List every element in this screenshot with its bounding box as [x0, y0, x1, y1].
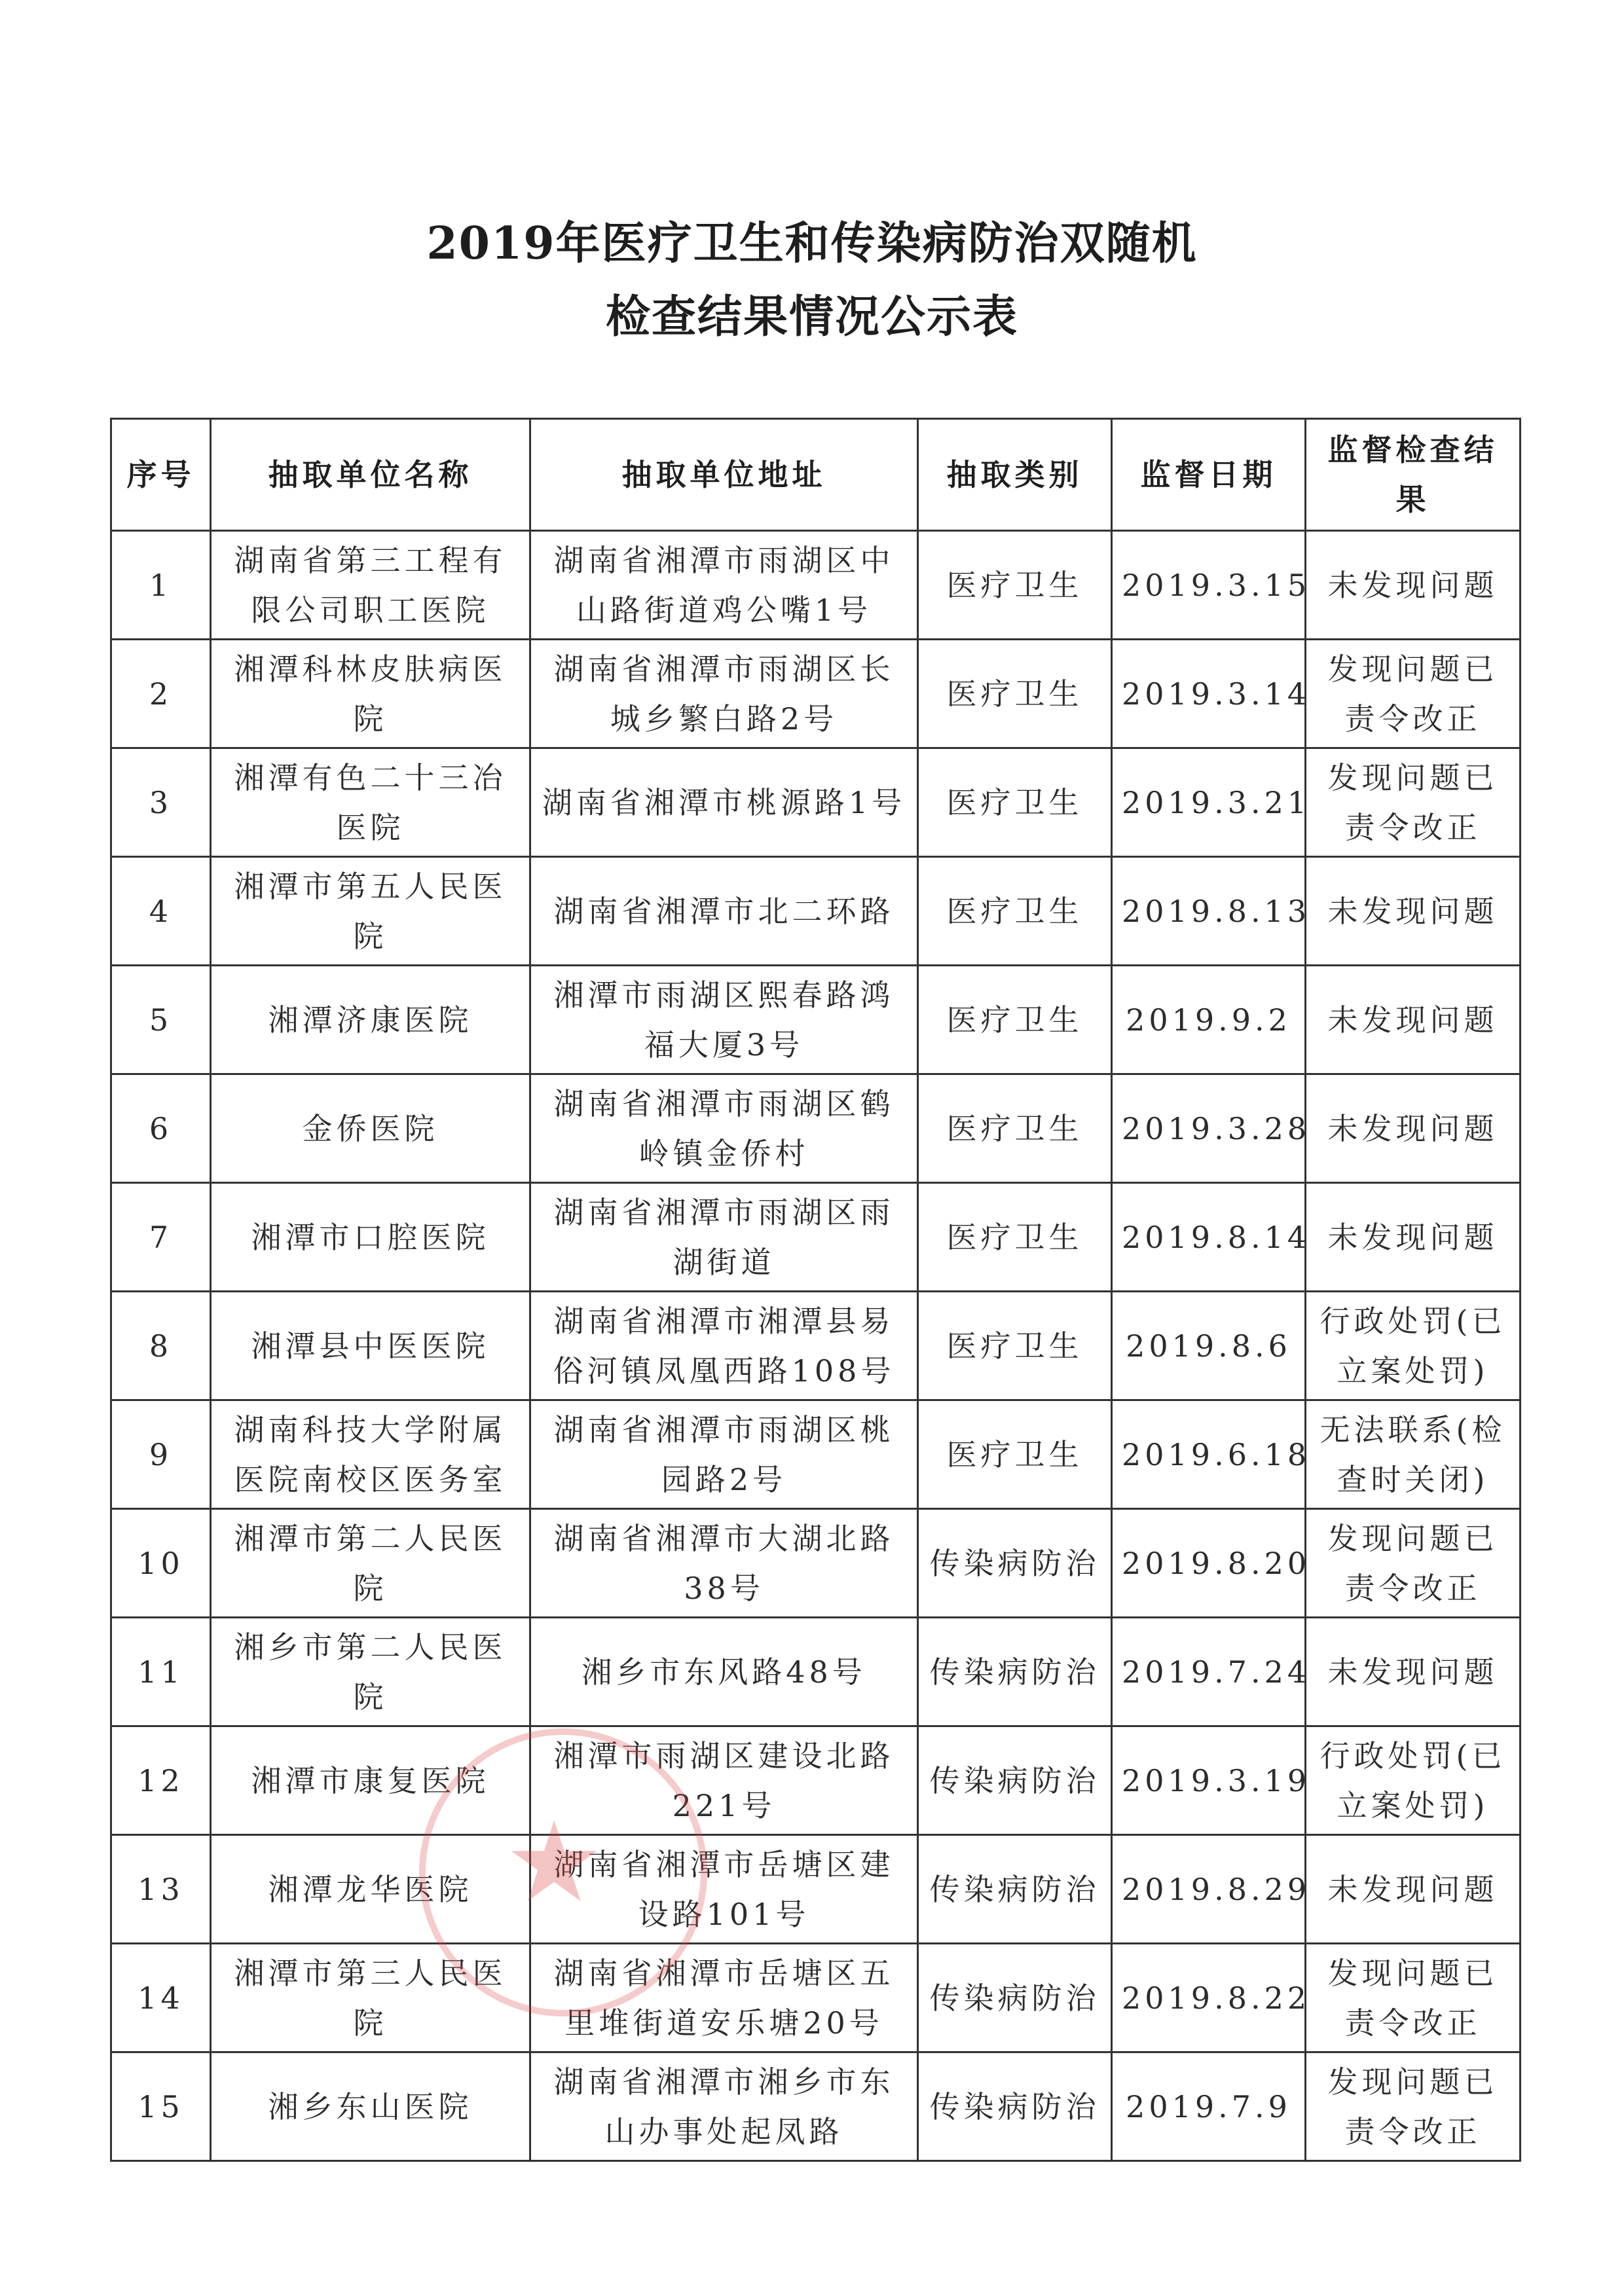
- table-row: [111, 966, 1521, 1074]
- cell-category: 医疗卫生: [918, 1074, 1112, 1183]
- table-row: [111, 2052, 1521, 2161]
- cell-unit-name: 湘乡市第二人民医院: [211, 1618, 530, 1726]
- header-unit-name: 抽取单位名称: [211, 419, 530, 531]
- cell-index: 8: [111, 1292, 211, 1400]
- table-row: [111, 1835, 1521, 1944]
- cell-unit-address: 湖南省湘潭市岳塘区五里堆街道安乐塘20号: [530, 1944, 918, 2052]
- table-row: [111, 1400, 1521, 1509]
- cell-date: 2019.8.29: [1112, 1835, 1306, 1944]
- cell-unit-name: 湖南省第三工程有限公司职工医院: [211, 531, 530, 640]
- header-unit-address: 抽取单位地址: [530, 419, 918, 531]
- table-row: [111, 1074, 1521, 1183]
- cell-category: 医疗卫生: [918, 966, 1112, 1074]
- cell-date: 2019.3.19: [1112, 1726, 1306, 1835]
- header-category: 抽取类别: [918, 419, 1112, 531]
- cell-category: 传染病防治: [918, 1944, 1112, 2052]
- seal-star-icon: ★: [504, 1798, 604, 1927]
- cell-result: 未发现问题: [1306, 857, 1521, 966]
- table-row: [111, 857, 1521, 966]
- cell-result: 未发现问题: [1306, 1183, 1521, 1292]
- cell-index: 12: [111, 1726, 211, 1835]
- cell-date: 2019.7.24: [1112, 1618, 1306, 1726]
- cell-index: 9: [111, 1400, 211, 1509]
- cell-unit-address: 湖南省湘潭市湘潭县易俗河镇凤凰西路108号: [530, 1292, 918, 1400]
- cell-date: 2019.8.20: [1112, 1509, 1306, 1618]
- cell-result: 行政处罚(已立案处罚): [1306, 1292, 1521, 1400]
- cell-result: 未发现问题: [1306, 1618, 1521, 1726]
- cell-unit-address: 湖南省湘潭市岳塘区建设路101号: [530, 1835, 918, 1944]
- cell-unit-address: 湘潭市雨湖区熙春路鸿福大厦3号: [530, 966, 918, 1074]
- cell-result: 未发现问题: [1306, 531, 1521, 640]
- cell-index: 4: [111, 857, 211, 966]
- cell-date: 2019.8.13: [1112, 857, 1306, 966]
- cell-index: 2: [111, 640, 211, 748]
- cell-result: 无法联系(检查时关闭): [1306, 1400, 1521, 1509]
- header-date: 监督日期: [1112, 419, 1306, 531]
- cell-date: 2019.7.9: [1112, 2052, 1306, 2161]
- cell-date: 2019.8.14: [1112, 1183, 1306, 1292]
- cell-index: 1: [111, 531, 211, 640]
- table-row: [111, 1944, 1521, 2052]
- cell-result: 发现问题已责令改正: [1306, 748, 1521, 857]
- cell-result: 发现问题已责令改正: [1306, 2052, 1521, 2161]
- cell-category: 医疗卫生: [918, 531, 1112, 640]
- cell-unit-address: 湖南省湘潭市雨湖区鹤岭镇金侨村: [530, 1074, 918, 1183]
- cell-unit-name: 湘潭市口腔医院: [211, 1183, 530, 1292]
- cell-date: 2019.3.15: [1112, 531, 1306, 640]
- cell-result: 行政处罚(已立案处罚): [1306, 1726, 1521, 1835]
- cell-unit-address: 湖南省湘潭市北二环路: [530, 857, 918, 966]
- cell-category: 传染病防治: [918, 1509, 1112, 1618]
- cell-unit-address: 湖南省湘潭市桃源路1号: [530, 748, 918, 857]
- cell-date: 2019.3.28: [1112, 1074, 1306, 1183]
- cell-unit-name: 湘潭科林皮肤病医院: [211, 640, 530, 748]
- cell-unit-name: 湘潭市第五人民医院: [211, 857, 530, 966]
- cell-category: 医疗卫生: [918, 857, 1112, 966]
- document-title-line-2: 检查结果情况公示表: [605, 291, 1018, 343]
- cell-result: 未发现问题: [1306, 1835, 1521, 1944]
- inspection-results-table: [110, 418, 1521, 2162]
- cell-unit-address: 湘乡市东风路48号: [530, 1618, 918, 1726]
- cell-category: 医疗卫生: [918, 640, 1112, 748]
- cell-index: 14: [111, 1944, 211, 2052]
- table-row: [111, 1726, 1521, 1835]
- cell-result: 未发现问题: [1306, 1074, 1521, 1183]
- cell-unit-name: 湘潭龙华医院: [211, 1835, 530, 1944]
- cell-unit-name: 湖南科技大学附属医院南校区医务室: [211, 1400, 530, 1509]
- cell-date: 2019.9.2: [1112, 966, 1306, 1074]
- table-row: [111, 1509, 1521, 1618]
- cell-unit-address: 湖南省湘潭市雨湖区长城乡繁白路2号: [530, 640, 918, 748]
- cell-unit-name: 湘潭市康复医院: [211, 1726, 530, 1835]
- cell-unit-address: 湖南省湘潭市湘乡市东山办事处起凤路: [530, 2052, 918, 2161]
- table-row: [111, 748, 1521, 857]
- cell-date: 2019.8.6: [1112, 1292, 1306, 1400]
- cell-date: 2019.3.21: [1112, 748, 1306, 857]
- cell-index: 3: [111, 748, 211, 857]
- cell-category: 医疗卫生: [918, 1183, 1112, 1292]
- cell-unit-address: 湖南省湘潭市雨湖区雨湖街道: [530, 1183, 918, 1292]
- cell-category: 医疗卫生: [918, 1292, 1112, 1400]
- cell-result: 发现问题已责令改正: [1306, 1944, 1521, 2052]
- cell-unit-name: 湘潭济康医院: [211, 966, 530, 1074]
- cell-index: 5: [111, 966, 211, 1074]
- cell-unit-address: 湖南省湘潭市大湖北路38号: [530, 1509, 918, 1618]
- table-header-row: [111, 419, 1521, 531]
- cell-unit-name: 湘潭有色二十三冶医院: [211, 748, 530, 857]
- table-row: [111, 1292, 1521, 1400]
- cell-category: 传染病防治: [918, 1835, 1112, 1944]
- cell-date: 2019.6.18: [1112, 1400, 1306, 1509]
- table-row: [111, 1618, 1521, 1726]
- cell-unit-name: 金侨医院: [211, 1074, 530, 1183]
- cell-index: 13: [111, 1835, 211, 1944]
- cell-unit-address: 湘潭市雨湖区建设北路221号: [530, 1726, 918, 1835]
- cell-category: 医疗卫生: [918, 1400, 1112, 1509]
- cell-unit-address: 湖南省湘潭市雨湖区桃园路2号: [530, 1400, 918, 1509]
- document-title-line-1: 2019年医疗卫生和传染病防治双随机: [426, 217, 1198, 270]
- table-row: [111, 640, 1521, 748]
- table-row: [111, 1183, 1521, 1292]
- cell-index: 6: [111, 1074, 211, 1183]
- cell-date: 2019.8.22: [1112, 1944, 1306, 2052]
- cell-index: 15: [111, 2052, 211, 2161]
- cell-index: 10: [111, 1509, 211, 1618]
- header-result: 监督检查结果: [1306, 419, 1521, 531]
- table-body: [111, 531, 1521, 2161]
- table-row: [111, 531, 1521, 640]
- cell-index: 11: [111, 1618, 211, 1726]
- cell-unit-name: 湘潭市第二人民医院: [211, 1509, 530, 1618]
- cell-category: 传染病防治: [918, 1726, 1112, 1835]
- cell-result: 未发现问题: [1306, 966, 1521, 1074]
- cell-unit-address: 湖南省湘潭市雨湖区中山路街道鸡公嘴1号: [530, 531, 918, 640]
- cell-date: 2019.3.14: [1112, 640, 1306, 748]
- cell-category: 传染病防治: [918, 2052, 1112, 2161]
- cell-index: 7: [111, 1183, 211, 1292]
- cell-unit-name: 湘潭县中医医院: [211, 1292, 530, 1400]
- cell-category: 传染病防治: [918, 1618, 1112, 1726]
- cell-unit-name: 湘潭市第三人民医院: [211, 1944, 530, 2052]
- header-index: 序号: [111, 419, 211, 531]
- cell-result: 发现问题已责令改正: [1306, 640, 1521, 748]
- cell-result: 发现问题已责令改正: [1306, 1509, 1521, 1618]
- cell-category: 医疗卫生: [918, 748, 1112, 857]
- cell-unit-name: 湘乡东山医院: [211, 2052, 530, 2161]
